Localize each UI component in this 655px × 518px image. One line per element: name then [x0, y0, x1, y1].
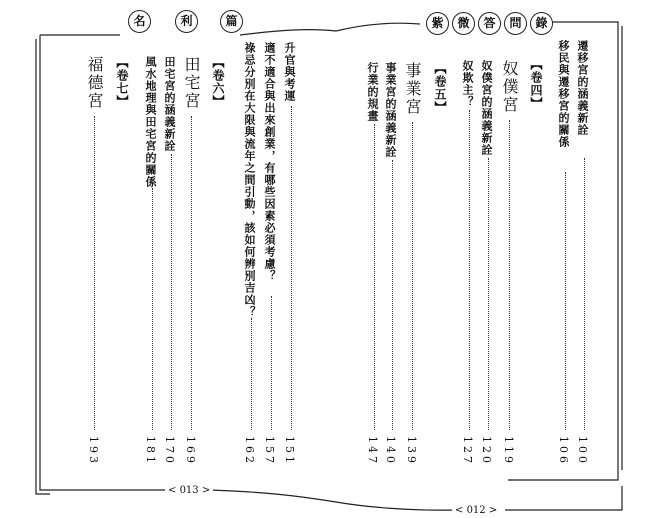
toc-entry-title: 祿忌分別在大限與流年之間引動，該如何辨別吉凶？	[243, 42, 256, 318]
toc-palace-title: 事業宮	[403, 62, 422, 116]
toc-leader-dots	[584, 158, 585, 430]
header-char-pian: 篇	[220, 10, 243, 33]
header-char-wen: 問	[504, 12, 527, 35]
toc-entry-page: 151	[283, 436, 296, 466]
toc-palace-title: 田宅宮	[182, 56, 201, 110]
toc-leader-dots	[565, 172, 566, 430]
page-number-left-value: 013	[179, 485, 199, 496]
toc-entry-page: 157	[263, 436, 276, 466]
header-char-zi: 紫	[426, 12, 449, 35]
toc-leader-dots	[469, 110, 470, 430]
toc-leader-dots	[392, 160, 393, 430]
toc-leader-dots	[191, 116, 192, 430]
toc-entry-page: 139	[405, 436, 418, 466]
toc-leader-dots	[488, 158, 489, 430]
toc-leader-dots	[509, 120, 510, 430]
toc-entry-title: 升官與考運	[283, 42, 296, 102]
toc-palace-title: 奴僕宮	[500, 60, 519, 114]
toc-volume-4: 【卷四】	[529, 58, 543, 110]
page-number-left: < 013 >	[165, 485, 213, 497]
toc-entry-title: 事業宮的涵義新詮	[384, 62, 397, 158]
toc-entry-title: 適不適合與出來創業，有哪些因素必須考慮？	[263, 42, 276, 282]
header-char-da: 答	[478, 12, 501, 35]
page-number-right: < 012 >	[452, 505, 500, 517]
toc-volume-5: 【卷五】	[433, 62, 447, 114]
toc-entry-page: 140	[384, 436, 397, 466]
toc-volume-6: 【卷六】	[211, 56, 225, 108]
header-char-wei: 微	[452, 12, 475, 35]
toc-entry-page: 147	[366, 436, 379, 466]
toc-entry-page: 119	[502, 436, 515, 466]
toc-entry-page: 106	[557, 436, 570, 466]
toc-leader-dots	[251, 318, 252, 430]
toc-entry-title: 行業的規畫	[366, 62, 379, 122]
toc-leader-dots	[171, 154, 172, 430]
toc-palace-title: 福德宮	[85, 56, 104, 110]
toc-entry-page: 127	[461, 436, 474, 466]
toc-entry-title: 奴僕宮的涵義新詮	[480, 60, 493, 156]
toc-leader-dots	[374, 124, 375, 430]
toc-entry-page: 170	[163, 436, 176, 466]
toc-entry-page: 193	[87, 436, 100, 466]
toc-leader-dots	[152, 188, 153, 430]
header-char-ming: 名	[128, 10, 151, 33]
toc-entry-title: 風水地理與田宅宮的關係	[144, 56, 157, 188]
toc-entry-page: 100	[576, 436, 589, 466]
toc-entry-page: 181	[144, 436, 157, 466]
header-char-lu: 錄	[530, 12, 553, 35]
toc-entry-title: 奴欺主？	[461, 60, 474, 108]
page-number-right-value: 012	[466, 505, 486, 516]
toc-leader-dots	[94, 116, 95, 430]
toc-leader-dots	[412, 122, 413, 430]
toc-volume-7: 【卷七】	[115, 56, 129, 108]
toc-leader-dots	[291, 106, 292, 430]
toc-entry-page: 169	[184, 436, 197, 466]
toc-entry-page: 162	[243, 436, 256, 466]
header-char-li: 利	[175, 10, 198, 33]
toc-entry-title: 田宅宮的涵義新詮	[163, 56, 176, 152]
toc-entry-title: 遷移宮的涵義新詮	[576, 40, 589, 136]
toc-entry-title: 移民與遷移宮的關係	[557, 40, 570, 148]
toc-leader-dots	[271, 296, 272, 430]
toc-entry-page: 120	[480, 436, 493, 466]
